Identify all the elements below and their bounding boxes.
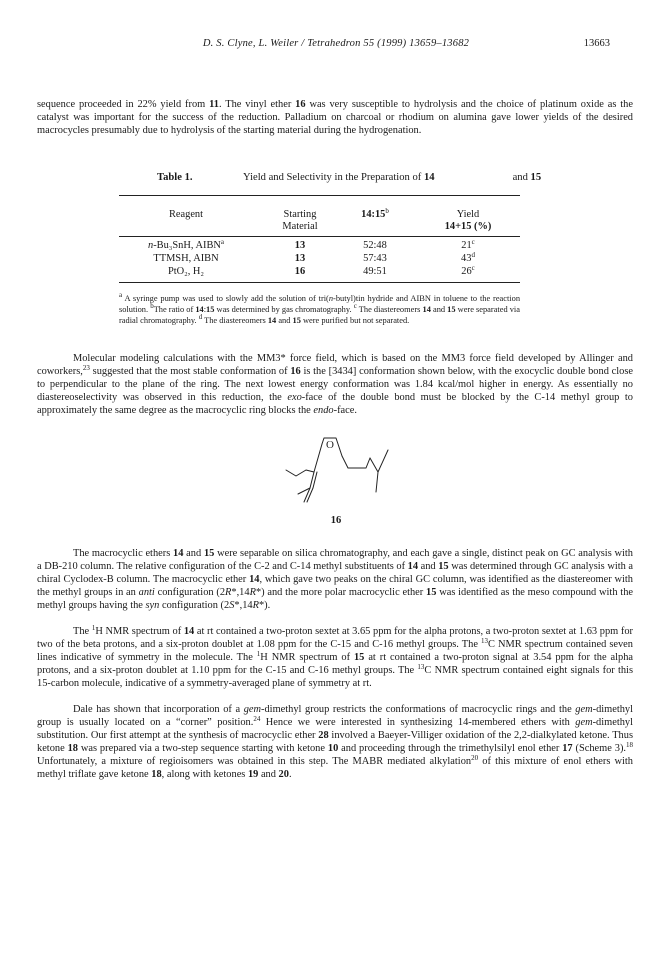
running-header: [0, 38, 672, 52]
ring-bond-down: [376, 472, 378, 492]
ring-bond-right: [342, 456, 370, 468]
paragraph-separation: The macrocyclic ethers 14 and 15 were separable on silica chromatography, and each gave a single, distinct peak on GC analysis with a DB-210 column. The relative configuration of the C-2 and C-14 methyl substituents of 14 and 15 was determined through GC analysis with a chiral Cyclodex-B column. The macrocyclic ether 14, which gave two peaks on the chiral GC column, was identified as the diastereomer with the methyl groups in an anti configuration (2R*,14R*) and the more polar macrocyclic ether 15 was identified as the meso compound with the methyl groups having the syn configuration (2S*,14R*).: [37, 548, 634, 611]
row-1-yield: 21$^c$: [461, 238, 475, 251]
paragraph-intro: sequence proceeded in 22% yield from 11. The vinyl ether 16 was very susceptible to hydrolysis and the choice of platinum oxide as the catalyst was important for the success of the reduction. Palladium on charcoal or rhodium on alumina gave lower yields of the desired macrocycles presumably due to hydrolysis of the starting material during the hydrogenation.: [37, 99, 633, 136]
conformation-figure: [0, 436, 672, 526]
row-2-start: 13: [294, 253, 306, 264]
ring-bond-left: [286, 470, 314, 476]
table-mid-rule: [119, 236, 520, 237]
header-ratio: 14:15$^b$: [361, 207, 389, 220]
compound-label: 16: [330, 515, 342, 526]
header-citation: D. S. Clyne, L. Weiler / Tetrahedron 55 (1999) 13659–13682: [202, 38, 470, 49]
row-3-reagent: PtO₂, H₂: [167, 266, 205, 277]
header-material: Material: [282, 221, 318, 232]
row-1-start: 13: [294, 240, 306, 251]
ring-bond-far: [370, 450, 388, 472]
row-3-start: 16: [294, 266, 306, 277]
header-yield-sum: 14+15 (%): [444, 221, 492, 232]
page-number: 13663: [583, 38, 610, 49]
row-3-ratio: 49:51: [363, 266, 387, 277]
table-footnotes: $^a$ A syringe pump was used to slowly add the solution of tri(n-butyl)tin hydride and AIBN in toluene to the reaction solution. $^b$The ratio of 14:15 was determined by gas chromatography. $^c$ The diastereomers 14 and 15 were separated via radial chromatography. $^d$ The diastereomers 14 and 15 were purified but not separated.: [119, 291, 521, 325]
header-yield: Yield: [456, 209, 480, 220]
row-2-yield: 43$^d$: [461, 251, 475, 264]
table-top-rule: [119, 195, 520, 196]
header-starting: Starting: [283, 209, 317, 220]
exocyclic-double-bond: [307, 472, 317, 502]
row-1-reagent: n-Bu₃SnH, AIBN$^a$: [147, 238, 225, 251]
molecule-16-drawing: [284, 436, 394, 512]
table-bottom-rule: [119, 282, 520, 283]
oxygen-label: O: [326, 439, 334, 451]
paragraph-dale: Dale has shown that incorporation of a gem-dimethyl group restricts the conformations of macrocyclic rings and the gem-dimethyl group is usually located on a “corner” position.$^{24}$ Hence we were interested in synthesizing 14-membered ethers with gem-dimethyl substitution. Our first attempt at the synthesis of macrocyclic ether 28 involved a Baeyer-Villiger oxidation of the 2,2-dialkylated ketone. Thus ketone 18 was prepared via a two-step sequence starting with ketone 10 and proceeding through the trimethylsilyl enol ether 17 (Scheme 3).$^{18}$ Unfortunately, a mixture of regioisomers was obtained in this step. The MABR mediated alkylation$^{20}$ of this mixture of enol ethers with methyl triflate gave ketone 18, along with ketones 19 and 20.: [37, 704, 634, 780]
ring-bond-upper: [314, 444, 322, 472]
paragraph-nmr: The $^1$H NMR spectrum of 14 at rt contained a two-proton sextet at 3.65 ppm for the alpha protons, a two-proton sextet at 1.63 ppm for two of the beta protons, and a six-proton doublet at 1.08 ppm for the C-15 and C-16 methyl groups. The $^{13}$C NMR spectrum contained seven lines indicative of symmetry in the molecule. The $^1$H NMR spectrum of 15 at rt contained a two-proton signal at 3.54 ppm for the alpha protons, and a six-proton doublet at 1.10 ppm for the C-15 and C-16 methyl groups. The $^{13}$C NMR spectrum contained eight signals for this 15-carbon molecule, indicative of a symmetry-averaged plane of symmetry at rt.: [37, 624, 634, 689]
row-2-ratio: 57:43: [363, 253, 387, 264]
header-reagent: Reagent: [168, 209, 204, 220]
table-label: Table 1.: [157, 172, 193, 183]
row-1-ratio: 52:48: [363, 240, 387, 251]
table-caption: Table 1. Yield and Selectivity in the Preparation of 14 and 15: [157, 172, 542, 183]
row-2-reagent: TTMSH, AIBN: [153, 253, 219, 264]
row-3-yield: 26$^c$: [461, 264, 475, 277]
paragraph-modeling: Molecular modeling calculations with the MM3* force field, which is based on the MM3 force field developed by Allinger and coworkers,$^{23}$ suggested that the most stable conformation of 16 is the [3434] conformation shown below, with the exocyclic double bond close to perpendicular to the plane of the ring. The next lowest energy conformation was 1.84 kcal/mol higher in energy. As essentially no diastereoselectivity was observed in this reduction, the exo-face of the double bond must be blocked by the C-14 methyl group to approximately the same degree as the macrocyclic ring blocks the endo-face.: [37, 353, 633, 416]
